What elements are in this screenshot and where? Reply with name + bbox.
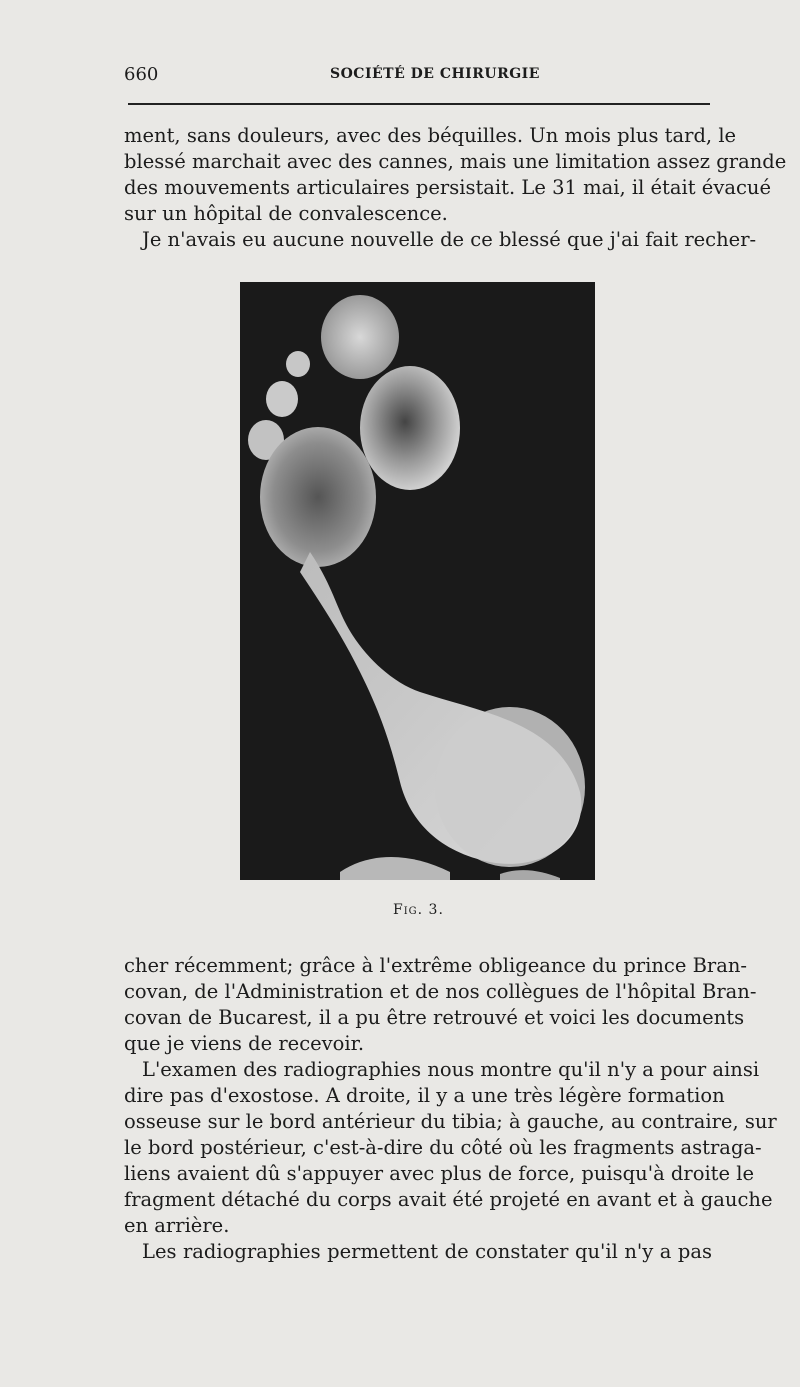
text-line: covan, de l'Administration et de nos collègues de l'hôpital Bran-	[124, 980, 757, 1003]
foot-xray-image	[240, 282, 595, 880]
header-rule	[128, 103, 710, 105]
radiograph-figure	[240, 282, 595, 880]
text-line: que je viens de recevoir.	[124, 1032, 365, 1055]
text-block-top	[124, 123, 787, 253]
text-line: covan de Bucarest, il a pu être retrouvé et voici les documents	[124, 1006, 745, 1029]
text-line: dire pas d'exostose. A droite, il y a une très légère formation	[124, 1084, 725, 1107]
text-line: ment, sans douleurs, avec des béquilles. Un mois plus tard, le	[124, 124, 737, 147]
page-number: 660	[124, 64, 159, 85]
paragraph	[124, 1239, 712, 1265]
text-line: Je n'avais eu aucune nouvelle de ce blessé que j'ai fait recher-	[142, 228, 757, 251]
text-line: en arrière.	[124, 1214, 230, 1237]
paragraph	[124, 1057, 777, 1239]
figure-caption: Fig. 3.	[393, 902, 444, 918]
text-line: L'examen des radiographies nous montre qu'il n'y a pour ainsi	[142, 1058, 760, 1081]
journal-title: SOCIÉTÉ DE CHIRURGIE	[330, 66, 540, 82]
text-line: liens avaient dû s'appuyer avec plus de force, puisqu'à droite le	[124, 1162, 755, 1185]
text-line: cher récemment; grâce à l'extrême obligeance du prince Bran-	[124, 954, 748, 977]
text-line: Les radiographies permettent de constater qu'il n'y a pas	[142, 1240, 712, 1263]
text-line: sur un hôpital de convalescence.	[124, 202, 448, 225]
paragraph	[124, 227, 757, 253]
text-line: des mouvements articulaires persistait. Le 31 mai, il était évacué	[124, 176, 771, 199]
text-line: blessé marchait avec des cannes, mais une limitation assez grande	[124, 150, 787, 173]
paragraph	[124, 123, 787, 227]
paragraph	[124, 953, 757, 1057]
text-line: le bord postérieur, c'est-à-dire du côté où les fragments astraga-	[124, 1136, 762, 1159]
text-line: osseuse sur le bord antérieur du tibia; à gauche, au contraire, sur	[124, 1110, 777, 1133]
running-head	[124, 60, 710, 90]
text-block-bottom	[124, 953, 777, 1265]
text-line: fragment détaché du corps avait été projeté en avant et à gauche	[124, 1188, 773, 1211]
